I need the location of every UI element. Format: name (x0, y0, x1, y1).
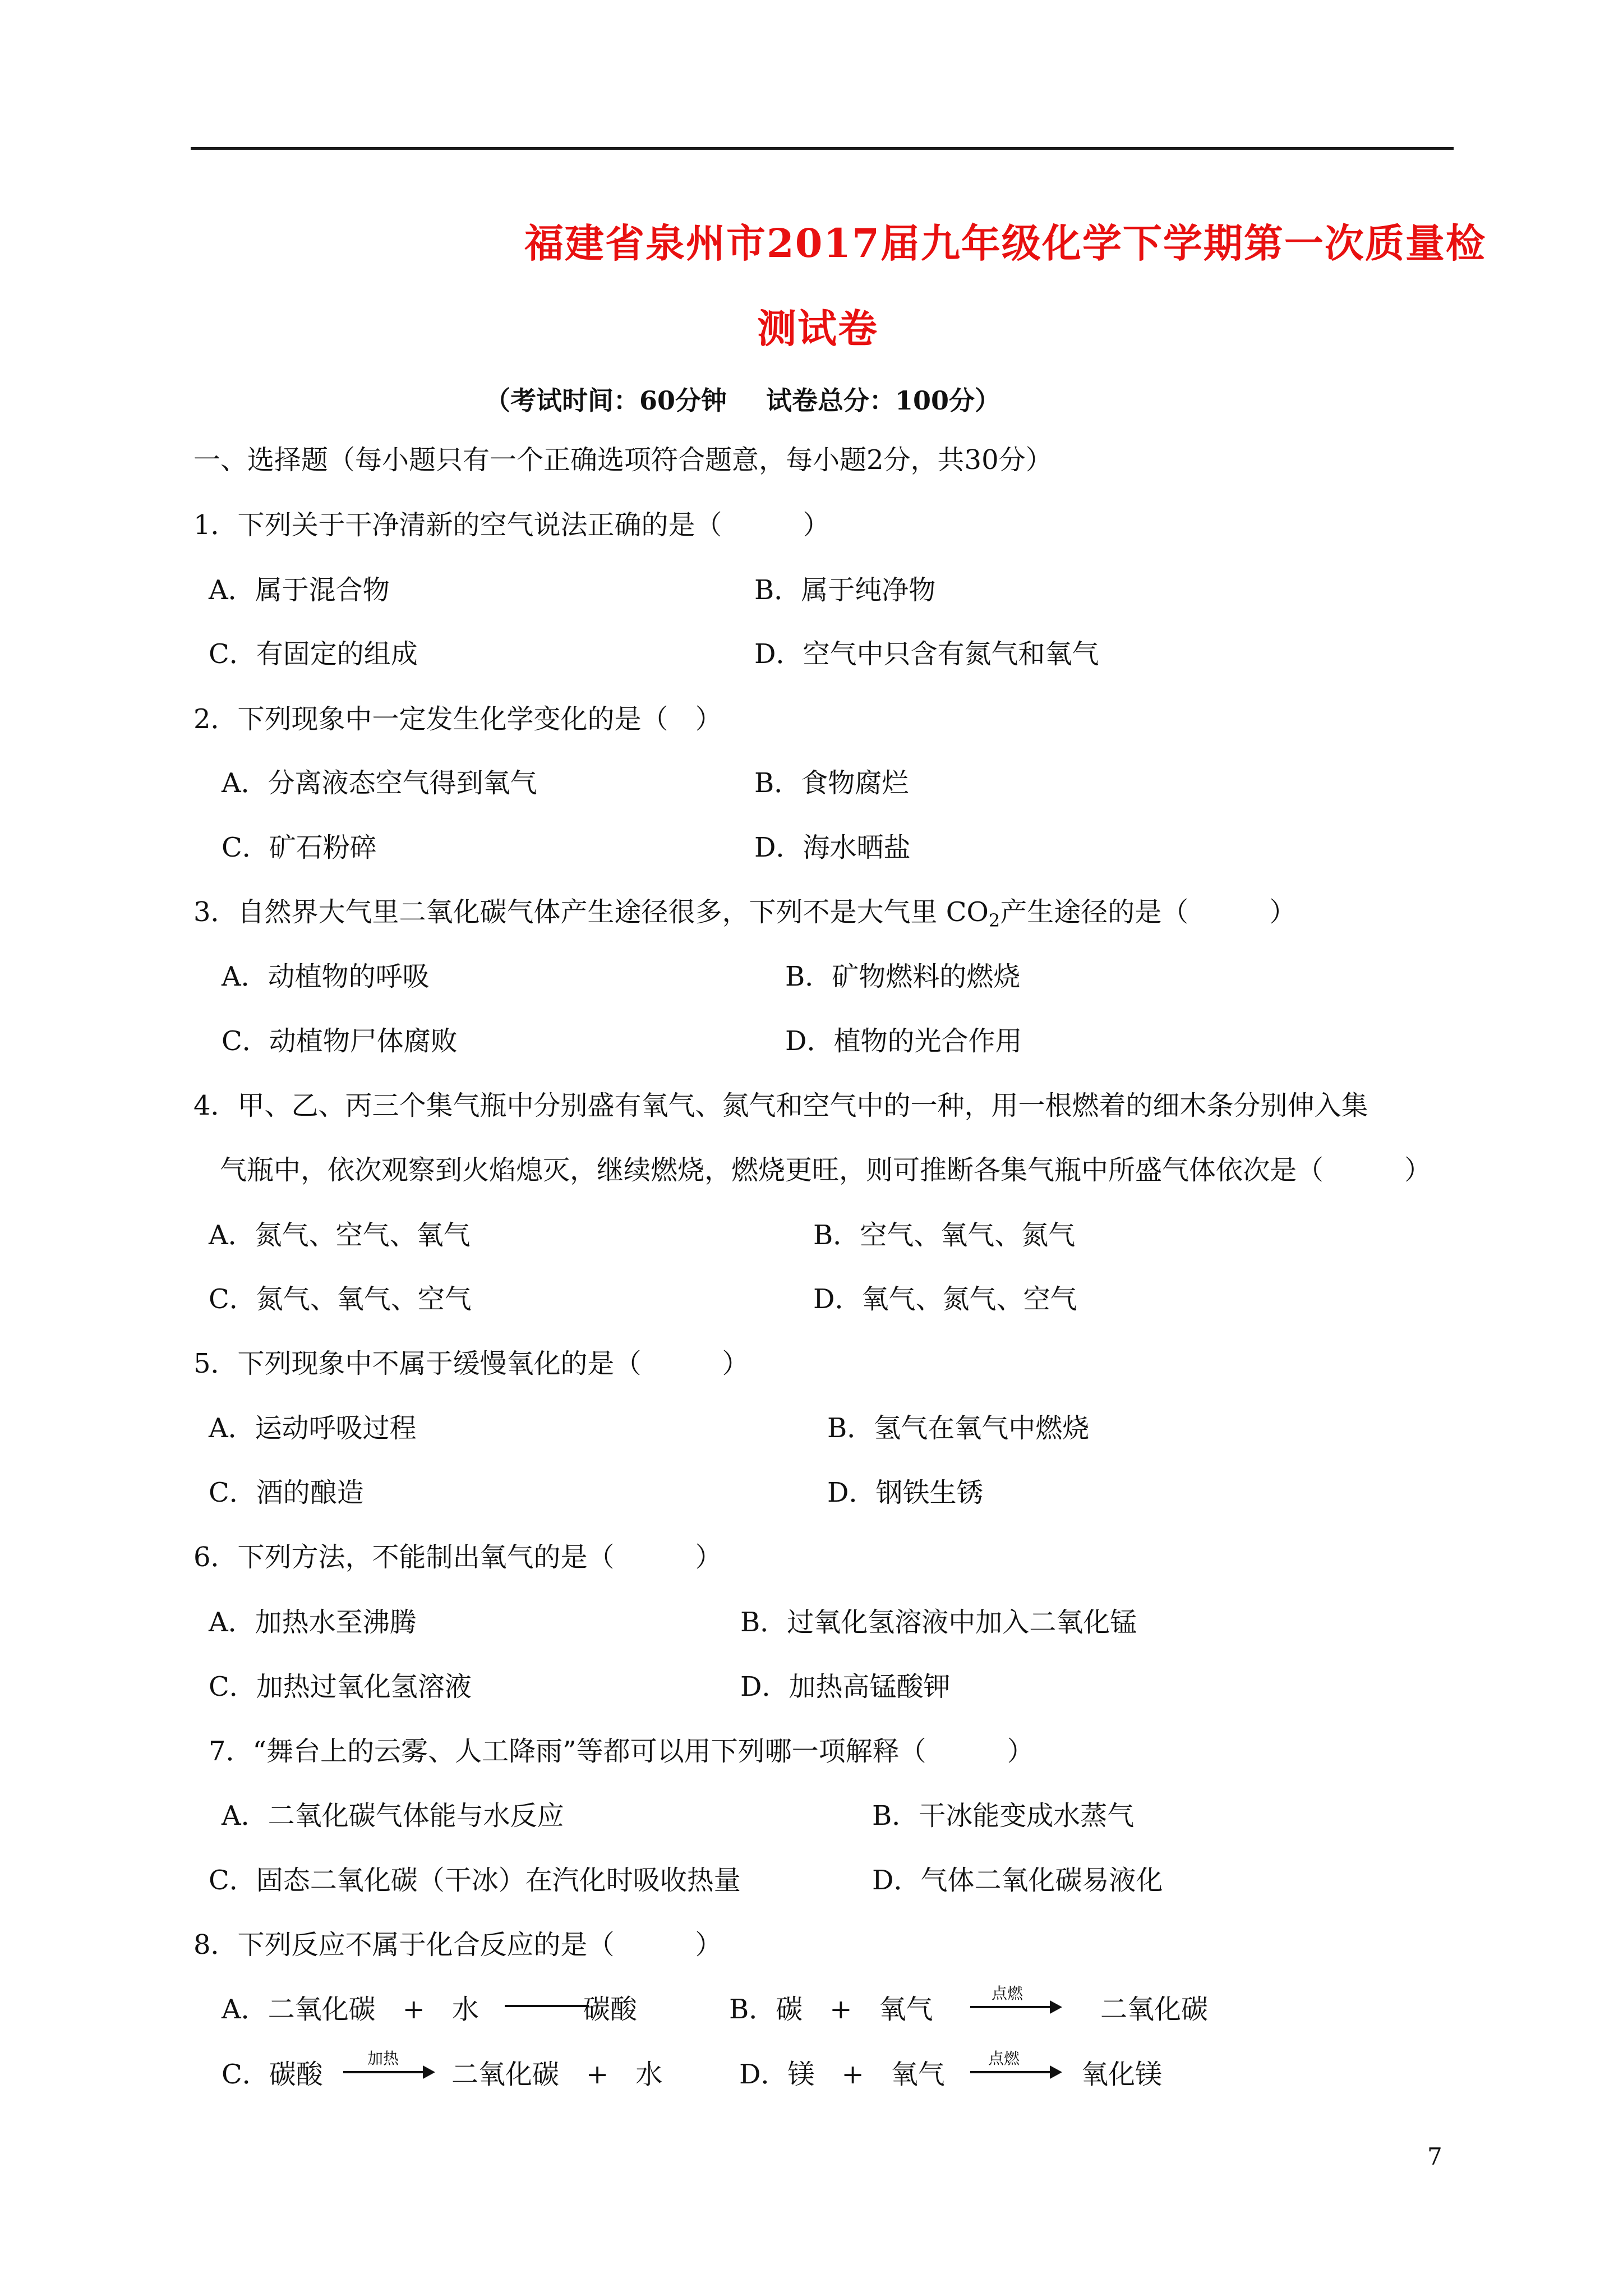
q1-option-a: A．属于混合物 (209, 574, 390, 606)
q3-option-d: D．植物的光合作用 (785, 1025, 1022, 1057)
q7-option-b: B．干冰能变成水蒸气 (872, 1800, 1135, 1832)
q1-option-d: D．空气中只含有氮气和氧气 (754, 638, 1099, 670)
q8-option-d-condition: 点燃 (988, 2049, 1020, 2068)
q3-option-a: A．动植物的呼吸 (222, 961, 430, 992)
q8-option-d-product: 氧化镁 (1081, 2059, 1163, 2090)
question-1-stem: 1．下列关于干净清新的空气说法正确的是（ ） (193, 509, 830, 541)
exam-time: （考试时间：60分钟 (485, 385, 727, 416)
q4-option-b: B．空气、氧气、氮气 (813, 1220, 1076, 1251)
page-number: 7 (1427, 2143, 1442, 2170)
exam-total: 试卷总分：100分） (766, 385, 1001, 416)
q8-option-c-arrow (343, 2071, 433, 2073)
question-8-stem: 8．下列反应不属于化合反应的是（ ） (193, 1929, 722, 1961)
q5-option-d: D．钢铁生锈 (827, 1477, 984, 1508)
q2-option-a: A．分离液态空气得到氧气 (222, 767, 537, 799)
q8-option-a-product: 碳酸 (583, 1994, 638, 2025)
q5-option-a: A．运动呼吸过程 (209, 1412, 417, 1444)
q8-option-a-arrow (505, 2005, 589, 2007)
q8-option-c-condition: 加热 (367, 2049, 399, 2068)
q8-option-c-products: 二氧化碳 + 水 (451, 2059, 663, 2090)
q8-option-b-product: 二氧化碳 (1100, 1994, 1209, 2025)
q6-option-a: A．加热水至沸腾 (209, 1607, 417, 1638)
question-7-stem: 7．“舞台上的云雾、人工降雨”等都可以用下列哪一项解释（ ） (209, 1736, 1034, 1767)
section-heading: 一、选择题（每小题只有一个正确选项符合题意，每小题2分，共30分） (193, 444, 1053, 476)
question-5-stem: 5．下列现象中不属于缓慢氧化的是（ ） (193, 1348, 749, 1379)
header-rule (191, 147, 1454, 150)
q3-subscript: 2 (988, 910, 1000, 931)
q8-option-c-reactant: C．碳酸 (222, 2059, 323, 2090)
question-6-stem: 6．下列方法，不能制出氧气的是（ ） (193, 1542, 722, 1573)
q5-option-c: C．酒的酿造 (209, 1477, 364, 1508)
question-2-stem: 2．下列现象中一定发生化学变化的是（ ） (193, 703, 722, 735)
q8-option-b-arrow (970, 2006, 1060, 2008)
question-4-stem-continued: 气瓶中，依次观察到火焰熄灭，继续燃烧，燃烧更旺，则可推断各集气瓶中所盛气体依次是（ ） (220, 1154, 1432, 1186)
q6-option-b: B．过氧化氢溶液中加入二氧化锰 (740, 1607, 1137, 1638)
q8-option-b-condition: 点燃 (992, 1984, 1023, 2003)
q3-stem-part1: 3．自然界大气里二氧化碳气体产生途径很多，下列不是大气里 CO (193, 896, 989, 928)
q7-option-d: D．气体二氧化碳易液化 (872, 1865, 1163, 1896)
page-title-continued: 测试卷 (757, 305, 878, 352)
q4-option-a: A．氮气、空气、氧气 (209, 1220, 471, 1251)
q2-option-c: C．矿石粉碎 (222, 832, 377, 863)
q2-option-b: B．食物腐烂 (754, 767, 909, 799)
q8-option-d-reactants: D．镁 + 氧气 (739, 2059, 945, 2090)
q3-stem-part2: 产生途径的是（ ） (1000, 896, 1297, 928)
q3-option-b: B．矿物燃料的燃烧 (785, 961, 1021, 992)
q1-option-c: C．有固定的组成 (209, 638, 418, 670)
q7-option-a: A．二氧化碳气体能与水反应 (222, 1800, 564, 1832)
q2-option-d: D．海水晒盐 (754, 832, 911, 863)
q4-option-c: C．氮气、氧气、空气 (209, 1283, 472, 1315)
page-title: 福建省泉州市2017届九年级化学下学期第一次质量检 (524, 220, 1486, 266)
q5-option-b: B．氢气在氧气中燃烧 (827, 1412, 1090, 1444)
q1-option-b: B．属于纯净物 (754, 574, 936, 606)
q4-option-d: D．氧气、氮气、空气 (813, 1283, 1077, 1315)
question-4-stem: 4．甲、乙、丙三个集气瓶中分别盛有氧气、氮气和空气中的一种，用一根燃着的细木条分别伸入集 (193, 1090, 1368, 1121)
q8-option-d-arrow (970, 2071, 1060, 2073)
q6-option-d: D．加热高锰酸钾 (740, 1671, 951, 1703)
q7-option-c: C．固态二氧化碳（干冰）在汽化时吸收热量 (209, 1865, 741, 1896)
q6-option-c: C．加热过氧化氢溶液 (209, 1671, 472, 1703)
q3-option-c: C．动植物尸体腐败 (222, 1025, 458, 1057)
q8-option-b-reactants: B．碳 + 氧气 (729, 1994, 933, 2025)
q8-option-a-reactants: A．二氧化碳 + 水 (222, 1994, 479, 2025)
exam-info (485, 380, 1000, 417)
question-3-stem (193, 896, 1297, 931)
